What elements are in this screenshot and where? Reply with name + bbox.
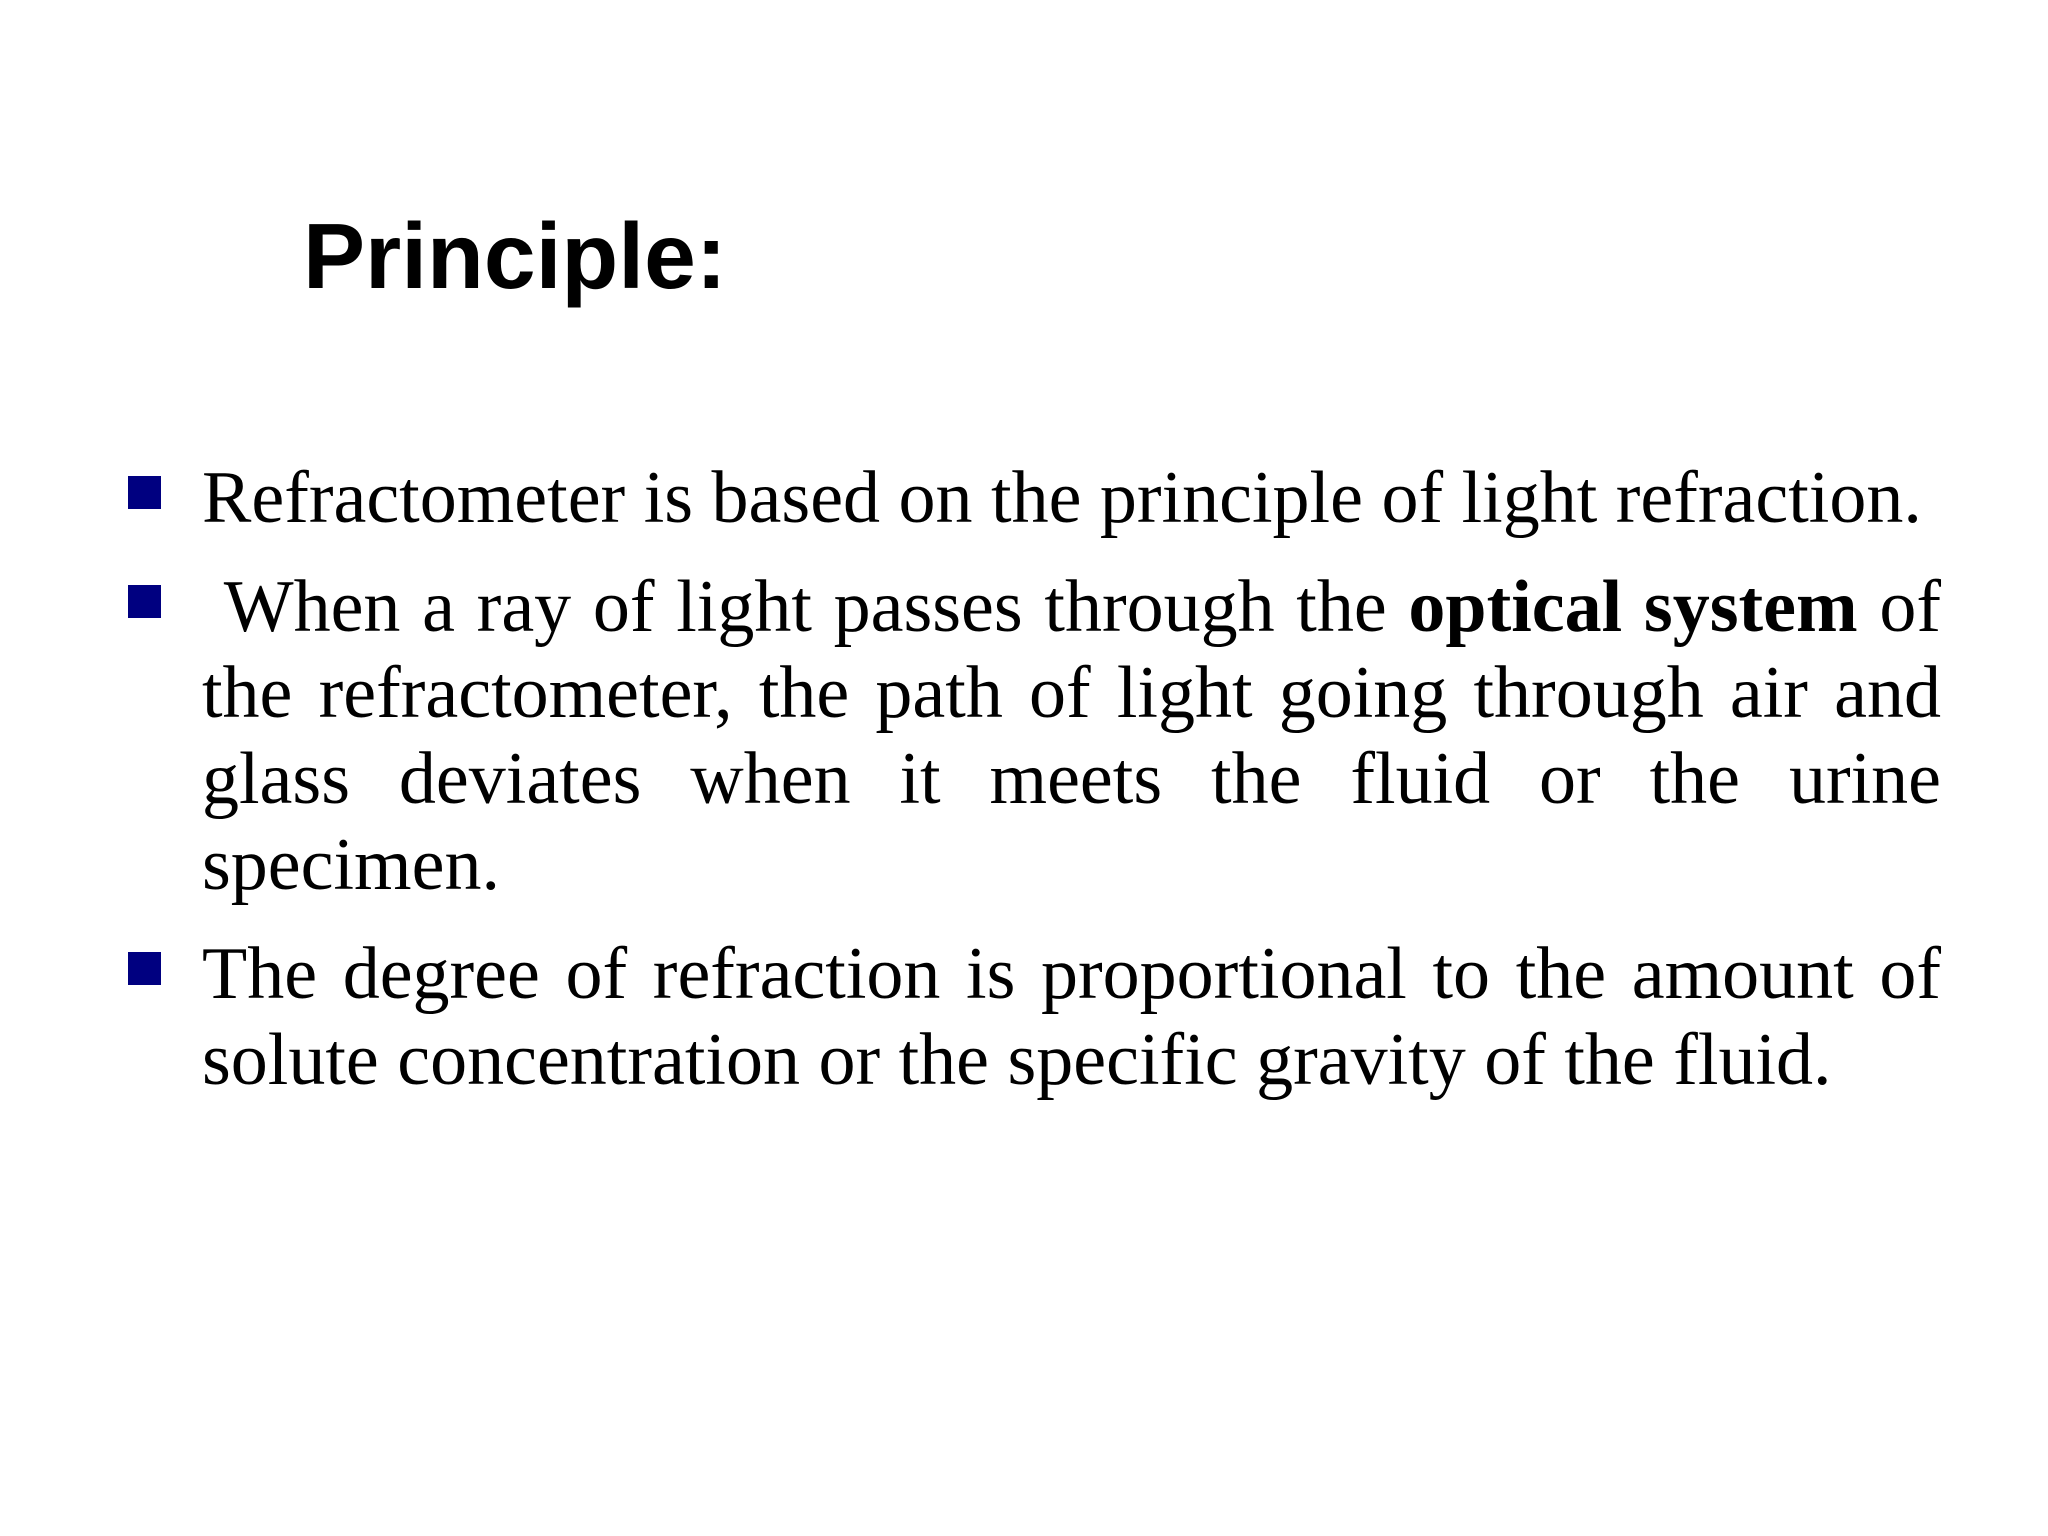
- square-bullet-icon: [128, 476, 161, 509]
- bold-term: optical system: [1408, 566, 1858, 648]
- bullet-text: Refractometer is based on the principle of light refraction.: [202, 457, 1922, 539]
- bullet-text: When a ray of light passes through the optical system of the refractometer, the path of light going through air and glass deviates when it meets the fluid or the urine specimen.: [202, 566, 1941, 906]
- square-bullet-icon: [128, 585, 161, 618]
- bullet-item: [128, 564, 1941, 908]
- slide-title: Principle:: [303, 204, 727, 308]
- square-bullet-icon: [128, 952, 161, 985]
- bullet-list: [128, 455, 1941, 1126]
- bullet-item: [128, 931, 1941, 1103]
- bullet-text: The degree of refraction is proportional to the amount of solute concentration or the specific gravity of the fluid.: [202, 933, 1941, 1101]
- bullet-item: [128, 455, 1941, 541]
